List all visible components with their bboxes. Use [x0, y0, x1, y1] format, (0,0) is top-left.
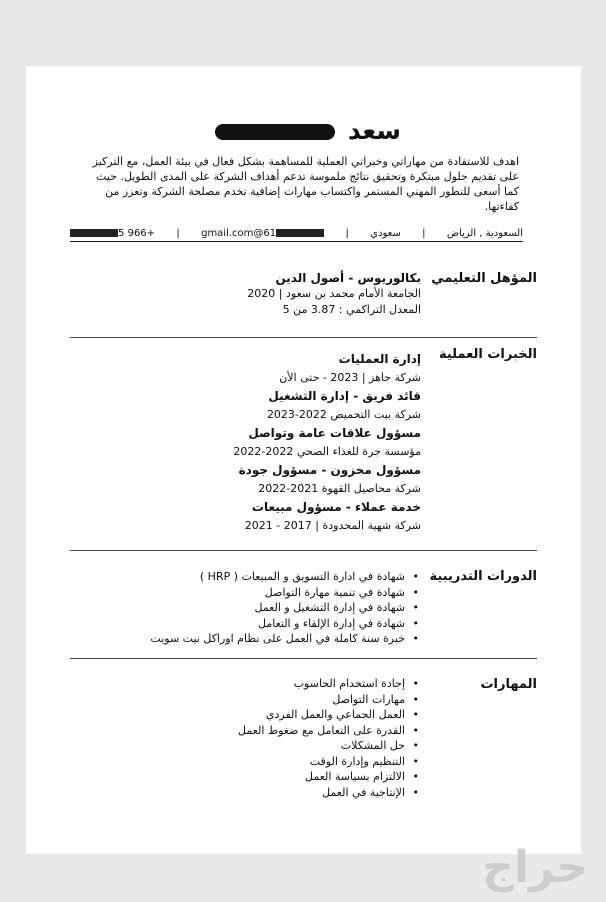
education-title: المؤهل التعليمي: [431, 271, 537, 286]
list-item: • التنظيم وإدارة الوقت: [75, 754, 405, 770]
job-detail: شركة محاصيل القهوة 2021-2022: [258, 481, 421, 495]
list-item: • العمل الجماعي والعمل الفردي: [75, 707, 405, 723]
separator: |: [345, 227, 349, 239]
email[interactable]: 61@gmail.com: [201, 228, 324, 239]
list-item: • الإنتاجية في العمل: [75, 785, 405, 801]
experience-title: الخبرات العملية: [438, 347, 537, 362]
list-item: • إجادة استخدام الحاسوب: [75, 676, 405, 692]
list-item: • القدرة على التعامل مع ضغوط العمل: [75, 723, 405, 739]
name-text: سعد: [347, 116, 401, 145]
divider: [70, 658, 537, 659]
list-item: • شهادة في إدارة التشغيل و العمل: [75, 600, 405, 616]
candidate-name: [215, 116, 401, 145]
list-item: • الالتزام بسياسة العمل: [75, 769, 405, 785]
watermark-logo: حراج: [482, 842, 588, 893]
divider: [70, 550, 537, 551]
name-redaction: [215, 124, 335, 140]
list-item: • شهادة في ادارة التسويق و المبيعات ( HRP ): [75, 569, 405, 585]
list-item: • حل المشكلات: [75, 738, 405, 754]
list-item: • شهادة في تنمية مهارة التواصل: [75, 585, 405, 601]
divider: [70, 337, 537, 338]
degree: بكالوريوس - أصول الدين: [275, 271, 421, 285]
location: السعودية , الرياض: [446, 227, 523, 239]
courses-title: الدورات التدريبية: [429, 569, 537, 584]
skills-list: [75, 676, 421, 800]
list-item: • مهارات التواصل: [75, 692, 405, 708]
job-detail: شركة جاهز | 2023 - حتى الأن: [279, 370, 421, 384]
nationality: سعودي: [370, 227, 401, 239]
job-detail: شركة بيت التحميص 2022-2023: [266, 407, 421, 421]
gpa: المعدل التراكمي : 3.87 من 5: [282, 303, 421, 316]
skills-title: المهارات: [480, 677, 537, 692]
education-block: [121, 270, 421, 318]
separator: |: [176, 227, 180, 239]
contact-bar: [70, 225, 523, 242]
job-role: مسؤول علاقات عامة وتواصل: [248, 426, 421, 440]
summary-paragraph: اهدف للاستفادة من مهاراتي وخبراتي العملية للمساهمة بشكل فعال في بيئة العمل، مع التركيز على تقديم حلول مبتكرة وتحقيق نتائج ملموسة تدعم أهداف الشركة على المدى الطويل. حيث كما أسعى للتطور المهني المستمر واكتساب مهارات إضافية تخدم مصلحة الشركة وتعزز من كفاءتها.: [92, 155, 519, 213]
university: الجامعة الأمام محمد بن سعود | 2020: [247, 287, 421, 300]
list-item: • خبرة سنة كاملة في العمل على نظام اوراكل نيت سويت: [75, 631, 405, 647]
job-role: قائد فريق - إدارة التشغيل: [268, 389, 421, 403]
job-detail: مؤسسة جرة للغذاء الصحي 2022-2022: [233, 444, 421, 458]
phone: +966 5: [70, 228, 155, 239]
job-role: خدمة عملاء - مسؤول مبيعات: [251, 500, 421, 514]
separator: |: [422, 227, 426, 239]
resume-page: [26, 66, 581, 854]
job-role: مسؤول مخزون - مسؤول جودة: [238, 463, 421, 477]
job-role: إدارة العمليات: [338, 352, 421, 366]
job-detail: شركة شهية المحدودة | 2017 - 2021: [244, 518, 421, 532]
courses-list: [75, 569, 421, 647]
list-item: • شهادة في إدارة الإلقاء و التعامل: [75, 616, 405, 632]
experience-block: [121, 350, 421, 535]
